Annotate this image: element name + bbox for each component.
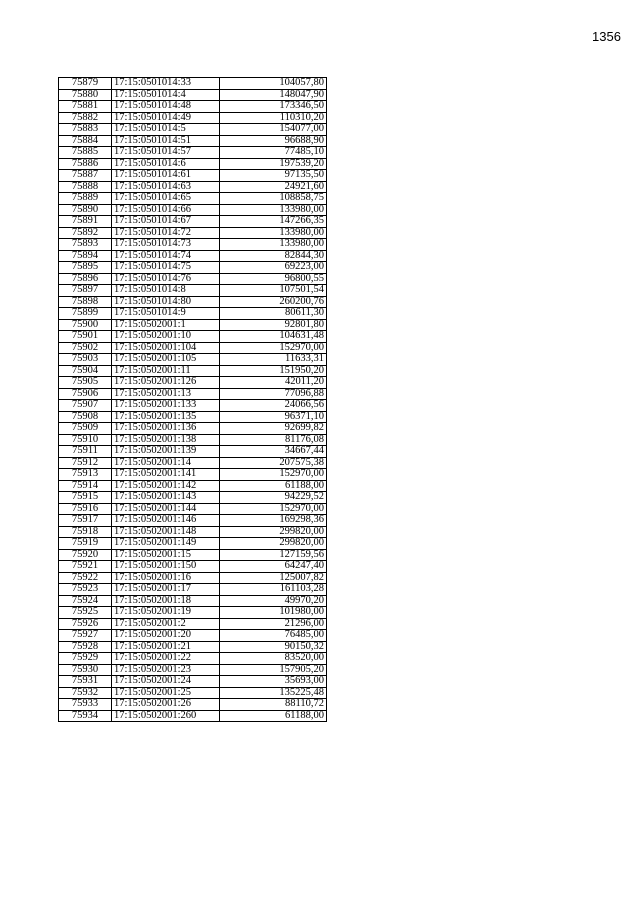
value-cell: 96688,90 (220, 135, 327, 147)
cadastral-number-cell: 17:15:0501014:4 (112, 89, 220, 101)
value-cell: 76485,00 (220, 630, 327, 642)
table-row (59, 595, 327, 607)
table-row (59, 342, 327, 354)
row-id-cell: 75898 (59, 296, 112, 308)
value-cell: 154077,00 (220, 124, 327, 136)
value-cell: 127159,56 (220, 549, 327, 561)
cadastral-number-cell: 17:15:0502001:23 (112, 664, 220, 676)
table-row (59, 135, 327, 147)
value-cell: 157905,20 (220, 664, 327, 676)
table-row (59, 89, 327, 101)
value-cell: 161103,28 (220, 584, 327, 596)
table-row (59, 411, 327, 423)
cadastral-number-cell: 17:15:0502001:142 (112, 480, 220, 492)
row-id-cell: 75889 (59, 193, 112, 205)
value-cell: 77485,10 (220, 147, 327, 159)
value-cell: 101980,00 (220, 607, 327, 619)
value-cell: 152970,00 (220, 503, 327, 515)
row-id-cell: 75902 (59, 342, 112, 354)
row-id-cell: 75899 (59, 308, 112, 320)
cadastral-number-cell: 17:15:0502001:19 (112, 607, 220, 619)
row-id-cell: 75915 (59, 492, 112, 504)
cadastral-number-cell: 17:15:0502001:126 (112, 377, 220, 389)
value-cell: 152970,00 (220, 342, 327, 354)
cadastral-number-cell: 17:15:0501014:51 (112, 135, 220, 147)
table-row (59, 78, 327, 90)
cadastral-number-cell: 17:15:0502001:18 (112, 595, 220, 607)
row-id-cell: 75919 (59, 538, 112, 550)
value-cell: 125007,82 (220, 572, 327, 584)
row-id-cell: 75923 (59, 584, 112, 596)
value-cell: 110310,20 (220, 112, 327, 124)
value-cell: 35693,00 (220, 676, 327, 688)
table-row (59, 354, 327, 366)
row-id-cell: 75893 (59, 239, 112, 251)
cadastral-number-cell: 17:15:0502001:104 (112, 342, 220, 354)
table-row (59, 630, 327, 642)
cadastral-number-cell: 17:15:0501014:65 (112, 193, 220, 205)
table-row (59, 676, 327, 688)
row-id-cell: 75912 (59, 457, 112, 469)
cadastral-number-cell: 17:15:0502001:13 (112, 388, 220, 400)
row-id-cell: 75896 (59, 273, 112, 285)
value-cell: 69223,00 (220, 262, 327, 274)
value-cell: 169298,36 (220, 515, 327, 527)
value-cell: 83520,00 (220, 653, 327, 665)
value-cell: 64247,40 (220, 561, 327, 573)
cadastral-number-cell: 17:15:0502001:21 (112, 641, 220, 653)
table-row (59, 457, 327, 469)
value-cell: 34667,44 (220, 446, 327, 458)
value-cell: 107501,54 (220, 285, 327, 297)
table-row (59, 687, 327, 699)
row-id-cell: 75918 (59, 526, 112, 538)
row-id-cell: 75931 (59, 676, 112, 688)
value-cell: 96371,10 (220, 411, 327, 423)
cadastral-number-cell: 17:15:0502001:105 (112, 354, 220, 366)
cadastral-number-cell: 17:15:0502001:133 (112, 400, 220, 412)
cadastral-number-cell: 17:15:0501014:76 (112, 273, 220, 285)
table-row (59, 526, 327, 538)
table-row (59, 239, 327, 251)
cadastral-number-cell: 17:15:0501014:9 (112, 308, 220, 320)
table-row (59, 618, 327, 630)
row-id-cell: 75895 (59, 262, 112, 274)
cadastral-number-cell: 17:15:0501014:8 (112, 285, 220, 297)
table-row (59, 227, 327, 239)
cadastral-number-cell: 17:15:0501014:48 (112, 101, 220, 113)
value-cell: 104631,48 (220, 331, 327, 343)
table-row (59, 250, 327, 262)
table-row (59, 549, 327, 561)
table-row (59, 469, 327, 481)
table-row (59, 331, 327, 343)
value-cell: 24921,60 (220, 181, 327, 193)
row-id-cell: 75925 (59, 607, 112, 619)
table-row (59, 538, 327, 550)
table-row (59, 365, 327, 377)
table-row (59, 423, 327, 435)
value-cell: 11633,31 (220, 354, 327, 366)
value-cell: 92801,80 (220, 319, 327, 331)
value-cell: 260200,76 (220, 296, 327, 308)
value-cell: 135225,48 (220, 687, 327, 699)
value-cell: 90150,32 (220, 641, 327, 653)
value-cell: 152970,00 (220, 469, 327, 481)
table-row (59, 664, 327, 676)
cadastral-number-cell: 17:15:0502001:26 (112, 699, 220, 711)
cadastral-number-cell: 17:15:0502001:138 (112, 434, 220, 446)
row-id-cell: 75921 (59, 561, 112, 573)
value-cell: 80611,30 (220, 308, 327, 320)
value-cell: 21296,00 (220, 618, 327, 630)
value-cell: 299820,00 (220, 526, 327, 538)
value-cell: 94229,52 (220, 492, 327, 504)
row-id-cell: 75911 (59, 446, 112, 458)
table-body (59, 78, 327, 722)
row-id-cell: 75884 (59, 135, 112, 147)
value-cell: 104057,80 (220, 78, 327, 90)
cadastral-number-cell: 17:15:0501014:33 (112, 78, 220, 90)
table-row (59, 434, 327, 446)
table-row (59, 308, 327, 320)
row-id-cell: 75904 (59, 365, 112, 377)
table-row (59, 492, 327, 504)
row-id-cell: 75908 (59, 411, 112, 423)
cadastral-number-cell: 17:15:0501014:5 (112, 124, 220, 136)
cadastral-number-cell: 17:15:0502001:260 (112, 710, 220, 722)
value-cell: 97135,50 (220, 170, 327, 182)
table-row (59, 377, 327, 389)
row-id-cell: 75890 (59, 204, 112, 216)
row-id-cell: 75914 (59, 480, 112, 492)
cadastral-number-cell: 17:15:0502001:20 (112, 630, 220, 642)
table-row (59, 273, 327, 285)
row-id-cell: 75917 (59, 515, 112, 527)
row-id-cell: 75885 (59, 147, 112, 159)
row-id-cell: 75932 (59, 687, 112, 699)
row-id-cell: 75916 (59, 503, 112, 515)
cadastral-number-cell: 17:15:0502001:22 (112, 653, 220, 665)
table-row (59, 641, 327, 653)
row-id-cell: 75883 (59, 124, 112, 136)
table-row (59, 124, 327, 136)
row-id-cell: 75879 (59, 78, 112, 90)
table-row (59, 147, 327, 159)
table-row (59, 699, 327, 711)
data-table (58, 77, 327, 722)
row-id-cell: 75926 (59, 618, 112, 630)
value-cell: 133980,00 (220, 239, 327, 251)
cadastral-number-cell: 17:15:0502001:17 (112, 584, 220, 596)
value-cell: 24066,56 (220, 400, 327, 412)
cadastral-number-cell: 17:15:0502001:136 (112, 423, 220, 435)
row-id-cell: 75929 (59, 653, 112, 665)
value-cell: 81176,08 (220, 434, 327, 446)
row-id-cell: 75906 (59, 388, 112, 400)
row-id-cell: 75881 (59, 101, 112, 113)
table-row (59, 285, 327, 297)
table-row (59, 216, 327, 228)
row-id-cell: 75913 (59, 469, 112, 481)
value-cell: 299820,00 (220, 538, 327, 550)
value-cell: 92699,82 (220, 423, 327, 435)
cadastral-number-cell: 17:15:0502001:141 (112, 469, 220, 481)
value-cell: 61188,00 (220, 710, 327, 722)
table-row (59, 584, 327, 596)
row-id-cell: 75933 (59, 699, 112, 711)
cadastral-number-cell: 17:15:0502001:2 (112, 618, 220, 630)
row-id-cell: 75887 (59, 170, 112, 182)
table-row (59, 319, 327, 331)
cadastral-number-cell: 17:15:0502001:10 (112, 331, 220, 343)
table-row (59, 400, 327, 412)
cadastral-number-cell: 17:15:0502001:1 (112, 319, 220, 331)
row-id-cell: 75880 (59, 89, 112, 101)
table-row (59, 296, 327, 308)
cadastral-number-cell: 17:15:0501014:75 (112, 262, 220, 274)
cadastral-number-cell: 17:15:0501014:6 (112, 158, 220, 170)
cadastral-number-cell: 17:15:0501014:73 (112, 239, 220, 251)
table-row (59, 204, 327, 216)
cadastral-number-cell: 17:15:0502001:24 (112, 676, 220, 688)
row-id-cell: 75922 (59, 572, 112, 584)
value-cell: 147266,35 (220, 216, 327, 228)
cadastral-number-cell: 17:15:0501014:67 (112, 216, 220, 228)
row-id-cell: 75934 (59, 710, 112, 722)
cadastral-number-cell: 17:15:0502001:148 (112, 526, 220, 538)
row-id-cell: 75886 (59, 158, 112, 170)
cadastral-number-cell: 17:15:0501014:49 (112, 112, 220, 124)
cadastral-number-cell: 17:15:0502001:150 (112, 561, 220, 573)
row-id-cell: 75900 (59, 319, 112, 331)
table-row (59, 607, 327, 619)
cadastral-number-cell: 17:15:0502001:135 (112, 411, 220, 423)
table-row (59, 112, 327, 124)
table-row (59, 653, 327, 665)
row-id-cell: 75930 (59, 664, 112, 676)
row-id-cell: 75891 (59, 216, 112, 228)
row-id-cell: 75892 (59, 227, 112, 239)
value-cell: 148047,90 (220, 89, 327, 101)
value-cell: 133980,00 (220, 227, 327, 239)
cadastral-number-cell: 17:15:0501014:63 (112, 181, 220, 193)
value-cell: 82844,30 (220, 250, 327, 262)
table-row (59, 503, 327, 515)
cadastral-number-cell: 17:15:0501014:74 (112, 250, 220, 262)
row-id-cell: 75903 (59, 354, 112, 366)
row-id-cell: 75909 (59, 423, 112, 435)
table-row (59, 170, 327, 182)
table-row (59, 572, 327, 584)
row-id-cell: 75897 (59, 285, 112, 297)
cadastral-number-cell: 17:15:0502001:144 (112, 503, 220, 515)
row-id-cell: 75910 (59, 434, 112, 446)
page-number: 1356 (592, 29, 621, 44)
cadastral-number-cell: 17:15:0502001:139 (112, 446, 220, 458)
cadastral-number-cell: 17:15:0502001:16 (112, 572, 220, 584)
value-cell: 96800,55 (220, 273, 327, 285)
table-row (59, 446, 327, 458)
table-row (59, 515, 327, 527)
cadastral-number-cell: 17:15:0501014:72 (112, 227, 220, 239)
value-cell: 61188,00 (220, 480, 327, 492)
value-cell: 108858,75 (220, 193, 327, 205)
table-row (59, 193, 327, 205)
row-id-cell: 75924 (59, 595, 112, 607)
table-row (59, 710, 327, 722)
value-cell: 42011,20 (220, 377, 327, 389)
cadastral-number-cell: 17:15:0502001:15 (112, 549, 220, 561)
row-id-cell: 75882 (59, 112, 112, 124)
value-cell: 88110,72 (220, 699, 327, 711)
cadastral-number-cell: 17:15:0502001:11 (112, 365, 220, 377)
value-cell: 197539,20 (220, 158, 327, 170)
table-row (59, 101, 327, 113)
cadastral-number-cell: 17:15:0501014:61 (112, 170, 220, 182)
value-cell: 207575,38 (220, 457, 327, 469)
cadastral-number-cell: 17:15:0502001:149 (112, 538, 220, 550)
row-id-cell: 75928 (59, 641, 112, 653)
row-id-cell: 75888 (59, 181, 112, 193)
value-cell: 49970,20 (220, 595, 327, 607)
value-cell: 151950,20 (220, 365, 327, 377)
table-row (59, 561, 327, 573)
table-row (59, 158, 327, 170)
row-id-cell: 75927 (59, 630, 112, 642)
row-id-cell: 75894 (59, 250, 112, 262)
cadastral-number-cell: 17:15:0502001:143 (112, 492, 220, 504)
cadastral-number-cell: 17:15:0502001:14 (112, 457, 220, 469)
cadastral-number-cell: 17:15:0502001:25 (112, 687, 220, 699)
cadastral-number-cell: 17:15:0501014:80 (112, 296, 220, 308)
cadastral-number-cell: 17:15:0501014:57 (112, 147, 220, 159)
table-row (59, 388, 327, 400)
table-row (59, 262, 327, 274)
row-id-cell: 75905 (59, 377, 112, 389)
value-cell: 77096,88 (220, 388, 327, 400)
table-row (59, 181, 327, 193)
value-cell: 133980,00 (220, 204, 327, 216)
table-row (59, 480, 327, 492)
row-id-cell: 75920 (59, 549, 112, 561)
row-id-cell: 75907 (59, 400, 112, 412)
value-cell: 173346,50 (220, 101, 327, 113)
cadastral-number-cell: 17:15:0502001:146 (112, 515, 220, 527)
cadastral-number-cell: 17:15:0501014:66 (112, 204, 220, 216)
row-id-cell: 75901 (59, 331, 112, 343)
